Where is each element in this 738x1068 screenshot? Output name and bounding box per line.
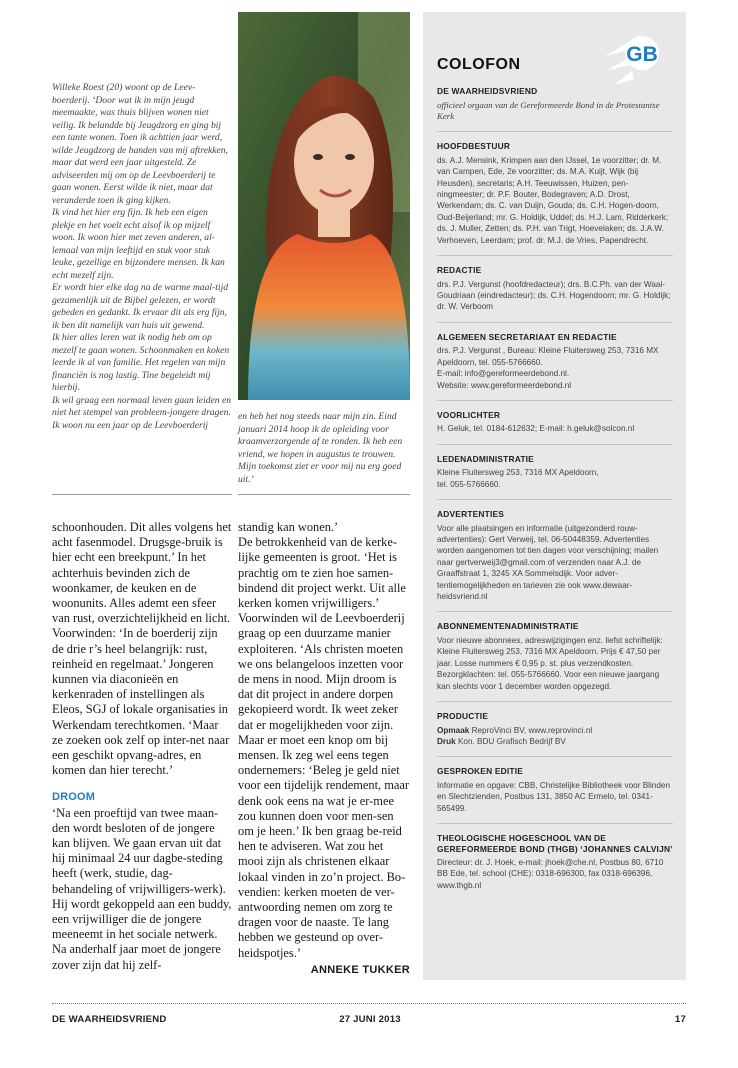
email-link[interactable]: E-mail: info@gereformeerdebond.nl.	[437, 369, 570, 379]
colofon-heading: LEDENADMINISTRATIE	[437, 453, 534, 464]
colofon-section	[437, 621, 673, 702]
quote-paragraph: Ik vind het hier erg fijn. Ik heb een eigen plekje en het voelt echt alsof ik op mijzelf woon. Ik woon hier met zeven anderen, al-lemaal van mijn leeftijd en stuk voor stuk leuke, gezellige en bijzondere mensen. Ik kan echt mezelf zijn.	[52, 207, 225, 281]
colofon-section	[437, 833, 673, 900]
colofon-heading: ADVERTENTIES	[437, 509, 505, 520]
production-line	[437, 736, 673, 747]
logo-graphic	[600, 27, 672, 89]
production-label: Opmaak	[437, 725, 470, 735]
colofon-body: Voor nieuwe abonnees, adreswijzigingen enz. liefst schriftelijk: Kleine Fluitersweg 253, 7316 MX Apeldoorn. Prijs € 47,50 per jaar. Losse nummers € 0,95 p. st. plus verzendkosten. Bezorgklachten: tel. 055-5766660. Voor een nieuwe jaargang kan slechts voor 1 december worden opgezegd.	[437, 635, 663, 691]
colofon-sidebar	[423, 12, 686, 980]
article-text: schoonhouden. Dit alles volgens het acht fasenmodel. Drugsge-bruik is hier echt een breekpunt.’ In het achterhuis bevinden zich de woonkamer, de keuken en de woonunits. Alles ademt een sfeer van rust, overzichtelijkheid en licht. Voorwinden: ‘In de boerderij zijn de drie r’s heel belangrijk: rust, reinheid en regelmaat.’ Jongeren kunnen via diaconieën en kerkenraden of instellingen als Eleos, SGJ of lokale organisaties in Werkendam terechtkomen. ‘Maar ze zoeken ook zelf op inter-net naar een geschikt opvang-adres, en komen dan hier terecht.’	[52, 520, 232, 778]
production-line	[437, 725, 673, 736]
quote-paragraph: Ik woon nu een jaar op de Leevboerderij	[52, 419, 209, 431]
colofon-heading: PRODUCTIE	[437, 711, 489, 721]
footer-publication: DE WAARHEIDSVRIEND	[52, 1014, 167, 1025]
colofon-heading: DE WAARHEIDSVRIEND	[437, 86, 538, 96]
colofon-section	[437, 766, 673, 824]
website-link[interactable]: Website: www.gereformeerdebond.nl	[437, 380, 572, 390]
colofon-body: Informatie en opgave: CBB, Christelijke Bibliotheek voor Blinden en Slechtzienden, Postbus 131, 3850 AC Ermelo, tel. 0341-565499.	[437, 780, 671, 813]
page-number: 17	[674, 1014, 686, 1025]
divider	[238, 494, 410, 495]
colofon-body: Directeur: dr. J. Hoek, e-mail: jhoek@che.nl, Postbus 80, 6710 BB Ede, tel. school (CHE): 0318-696300, fax 0318-696396, www.thgb.nl	[437, 858, 664, 890]
quote-paragraph: Ik hier alles leren wat ik nodig heb om op mezelf te gaan wonen. Schoonmaken en koken leerde ik al van familie. Het regelen van mijn financiën is nog lastig. Tine begeleidt mij hierbij.	[52, 332, 230, 393]
logo-letters: GB	[626, 43, 658, 66]
colofon-section	[437, 265, 673, 323]
quote-continuation	[238, 411, 410, 486]
portrait-illustration	[238, 12, 410, 400]
colofon-sections	[437, 86, 673, 909]
colofon-body: drs. P.J. Vergunst (hoofdredacteur); drs. B.C.Ph. van der Waal-Goudriaan (eindredacteur); ds. C.H. Hogendoorn; mr. G. Holdijk; dr. W. Verboom	[437, 279, 671, 312]
colofon-title: COLOFON	[437, 56, 521, 73]
quote-column	[52, 82, 232, 432]
colofon-section	[437, 711, 673, 757]
colofon-body: officieel orgaan van de Gereformeerde Bond in de Protestantse Kerk	[437, 99, 660, 121]
colofon-heading: VOORLICHTER	[437, 409, 501, 420]
production-label: Druk	[437, 736, 456, 746]
quote-paragraph: Ik wil graag een normaal leven gaan leiden en niet het stempel van probleem-jongere dragen.	[52, 394, 232, 418]
colofon-section	[437, 509, 673, 612]
colofon-body: H. Geluk, tel. 0184-612632; E-mail: h.geluk@solcon.nl	[437, 424, 635, 434]
colofon-section	[437, 86, 673, 132]
quote-paragraph: Er wordt hier elke dag na de warme maal-tijd gezamenlijk uit de Bijbel gelezen, er wordt gebeden en gedankt. Ik ervaar dit als erg fijn, ik ben dit namelijk van huis uit gewend.	[52, 282, 229, 331]
colofon-body: Kleine Fluitersweg 253, 7316 MX Apeldoorn,	[437, 468, 599, 478]
colofon-heading: GESPROKEN EDITIE	[437, 766, 524, 777]
footer-divider	[52, 1003, 686, 1004]
article-text: ‘Na een proeftijd van twee maan-den wordt besloten of de jongere kan blijven. We gaan ervan uit dat hij minimaal 24 uur dagbe-steding heeft (werk, studie, dag-behandeling of vrijwilligers-werk). Hij wordt gekoppeld aan een buddy, een vrijwilliger die de jongere meeneemt in het sociale netwerk. Na anderhalf jaar moet de jongere zover zijn dat hij zelf-	[52, 805, 232, 972]
section-heading: DROOM	[52, 791, 96, 804]
article-column-1	[52, 520, 232, 973]
article-text: De betrokkenheid van de kerke-lijke gemeenten is groot. ‘Het is prachtig om te zien hoe samen-bindend dit project werkt. Uit alle kerken komen vrijwilligers.’ Voorwinden wil de Leevboerderij graag op een duurzame manier exploiteren. ‘Als christen moeten we ons belangeloos inzetten voor de mens in nood. Mijn droom is dat dit project in andere dorpen gekopieerd wordt. Ik weet zeker dat er mogelijkheden voor zijn. Maar er moet een knop om bij mensen. Ik zeg wel eens tegen ondernemers: ‘Beleg je geld niet voor een tijdelijk rendement, maar denk ook eens na wat je er-mee zou kunnen doen voor men-sen om je heen.’ Ik ben graag be-reid hen te adviseren. Wat zou het mooi zijn als christenen elkaar lokaal vinden in zo’n project. Bo-vendien: kerken moeten de ver-antwoording nemen om zorg te dragen voor de naaste. Te lang hebben we gesteund op over-heidspotjes.’	[238, 535, 409, 960]
production-value: Kon. BDU Grafisch Bedrijf BV	[457, 736, 566, 746]
divider	[52, 494, 232, 495]
gb-logo-icon	[600, 27, 672, 89]
colofon-heading: HOOFDBESTUUR	[437, 141, 511, 152]
colofon-section	[437, 141, 673, 256]
colofon-body: Voor alle plaatsingen en informatie (uitgezonderd rouw-advertenties): Gert Verweij, tel. 06-50448359. Advertenties worden aangenomen tot tien dagen voor verschijning; mailen naar gertverweij3@gmail.com of verzenden naar A.J. de Graaffstraat 1, 3245 XA Sommelsdijk. Voor adver-tentiemogelijkheden en tarieven zie ook www.dewaar-heidsvriend.nl	[437, 523, 659, 602]
author-byline: ANNEKE TUKKER	[310, 963, 410, 976]
colofon-body: ds. A.J. Mensink, Krimpen aan den IJssel, 1e voorzitter; dr. M. van Campen, Ede, 2e voorzitter; ds. M.A. Kuijt, Wijk (bij Heusden), secretaris; A.H. Teeuwissen, Huizen, pen-ningmeester; dr. P.F. Bouter, Bodegraven; A.D. Drost, Werkendam; ds. C. van Duijn, Gouda; ds. C.H. Hogen-doorn, Oud-Beijerland; mr. G. Holdijk, Uddel; ds. H.J. Lam, Ridderkerk; ds. J. Muller, Zetten; ds. P.H. van Trigt, Hoevelaken; ds. J.A.W. Verhoeven, Leerdam; prof. dr. M.J. de Vries, Papendrecht.	[437, 155, 669, 245]
colofon-section	[437, 410, 673, 445]
colofon-section	[437, 454, 673, 500]
footer-date: 27 JUNI 2013	[339, 1014, 401, 1025]
quote-paragraph: Willeke Roest (20) woont op de Leev-boerderij. ‘Door wat ik in mijn jeugd meemaakte, was thuis blijven wonen niet veilig. Ik belandde bij Jeugdzorg en ging bij een tante wonen. Toen ik achttien jaar werd, wilde Jeugdzorg de handen van mij aftrekken, maar dat werd een jaar uitgesteld. Ze adviseerden mij om op de Leevboerderij te gaan wonen. Eerst wilde ik niet, maar dat veranderde toen ik ging kijken.	[52, 82, 228, 206]
colofon-heading: ALGEMEEN SECRETARIAAT EN REDACTIE	[437, 331, 617, 342]
production-value: ReproVinci BV, www.reprovinci.nl	[471, 725, 593, 735]
article-text: standig kan wonen.’	[238, 520, 339, 534]
colofon-heading: REDACTIE	[437, 265, 482, 276]
colofon-body: drs. P.J. Vergunst , Bureau: Kleine Fluitersweg 253, 7316 MX Apeldoorn, tel. 055-5766660.	[437, 346, 659, 367]
colofon-heading: ABONNEMENTENADMINISTRATIE	[437, 621, 579, 632]
colofon-section	[437, 332, 673, 401]
portrait-photo	[238, 12, 410, 400]
quote-paragraph: en heb het nog steeds naar mijn zin. Eind januari 2014 hoop ik de opleiding voor kraamverzorgende af te ronden. Ik heb een vriend, we hopen in augustus te trouwen. Mijn toekomst ziet er voor mij nu erg goed uit.’	[238, 411, 403, 485]
article-column-2	[238, 520, 410, 978]
colofon-heading: THEOLOGISCHE HOGESCHOOL VAN DE GEREFORMEERDE BOND (THGB) ‘JOHANNES CALVIJN’	[437, 833, 673, 854]
colofon-body: tel. 055-5766660.	[437, 479, 501, 489]
